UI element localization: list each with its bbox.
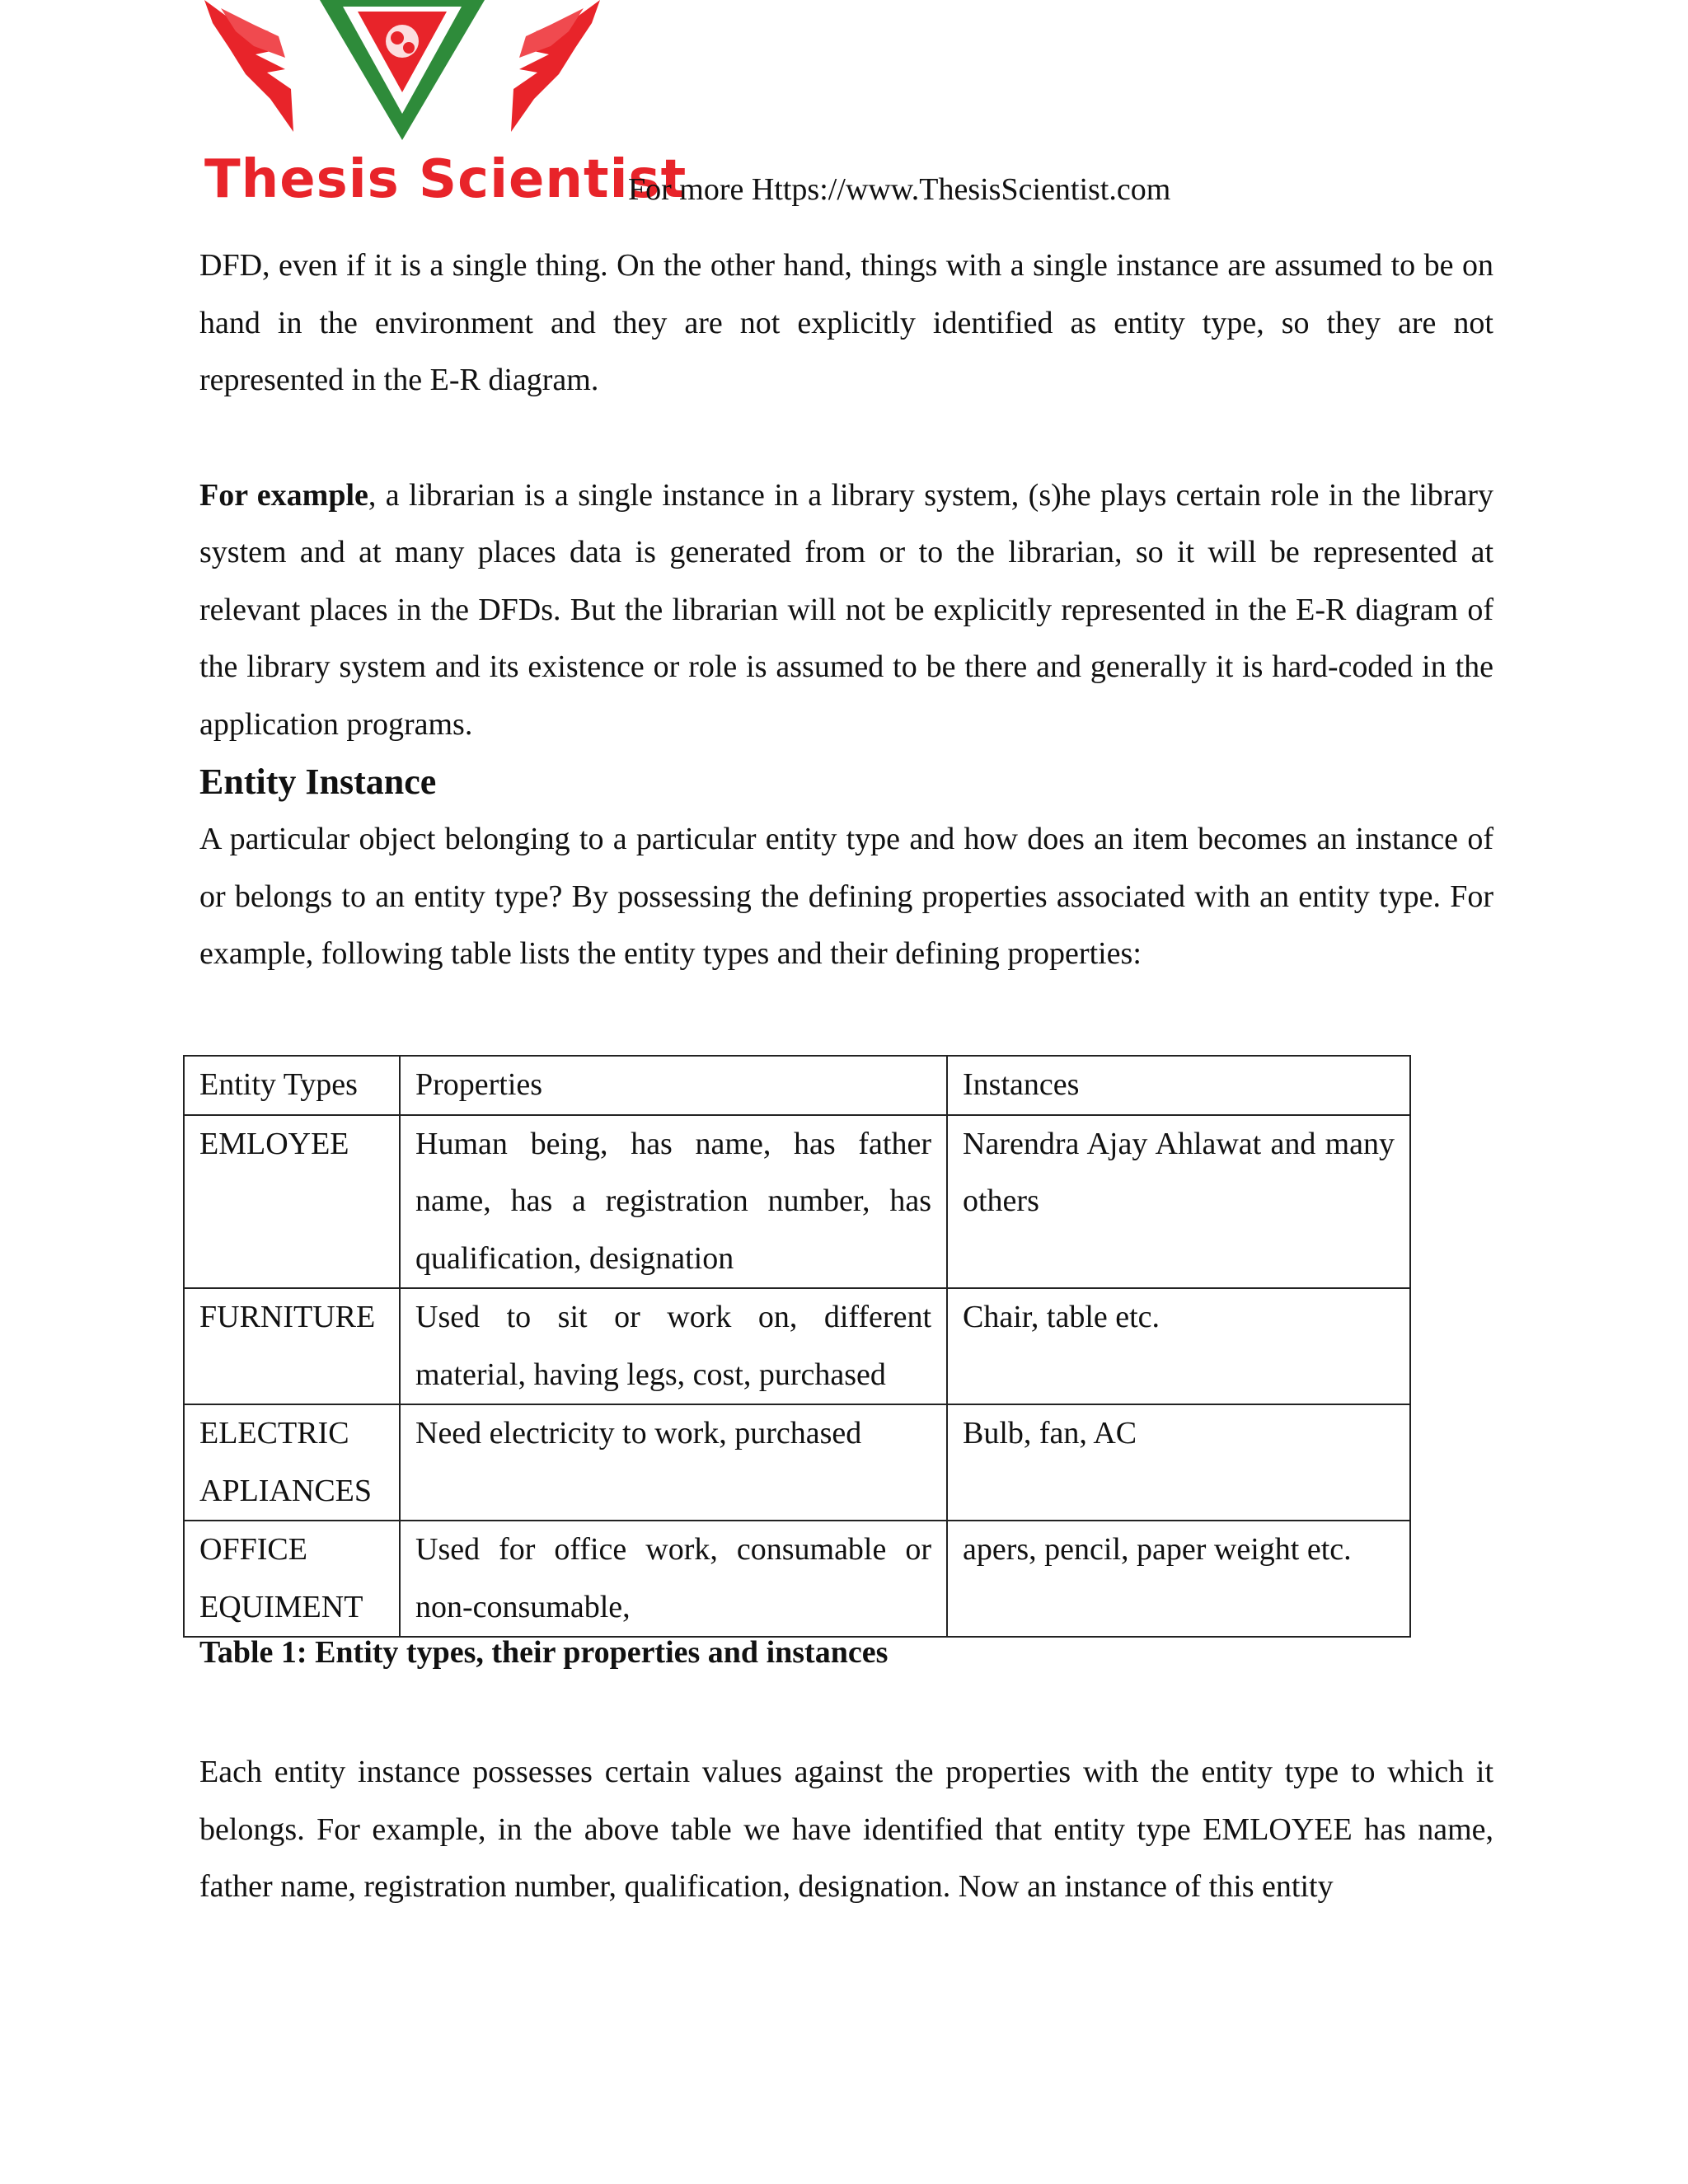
- table-cell: Need electricity to work, purchased: [400, 1404, 947, 1521]
- table-row: [184, 1521, 1410, 1637]
- table-cell: Human being, has name, has father name, has a registration number, has qualification, designation: [400, 1115, 947, 1289]
- thesis-scientist-logo: [196, 0, 687, 214]
- table-cell: ELECTRIC APLIANCES: [184, 1404, 400, 1521]
- main-content: [199, 237, 1493, 983]
- table-row: [184, 1115, 1410, 1289]
- table-cell: Bulb, fan, AC: [947, 1404, 1410, 1521]
- section-heading: Entity Instance: [199, 762, 437, 802]
- entity-table-wrapper: [183, 1055, 1411, 1638]
- bottom-content: [199, 1744, 1493, 1916]
- table-header-cell: Entity Types: [184, 1056, 400, 1115]
- section-intro: A particular object belonging to a particular entity type and how does an item becomes an instance of or belongs to an entity type? By possessing the defining properties associated with an entity type. For example, following table lists the entity types and their defining properties:: [199, 822, 1493, 971]
- table-header-cell: Properties: [400, 1056, 947, 1115]
- logo-wordmark: Thesis Scientist: [204, 149, 687, 210]
- header-website-link[interactable]: For more Https://www.ThesisScientist.com: [628, 172, 1171, 207]
- paragraph-example: [199, 467, 1493, 754]
- example-rest: , a librarian is a single instance in a library system, (s)he plays certain role in the library system and at many places data is generated from or to the librarian, so it will be represented at relevant places in the DFDs. But the librarian will not be explicitly represented in the E-R diagram of the library system and its existence or role is assumed to be there and generally it is hard-coded in the application programs.: [199, 477, 1493, 742]
- table-cell: Used for office work, consumable or non-consumable,: [400, 1521, 947, 1637]
- table-cell: OFFICE EQUIMENT: [184, 1521, 400, 1637]
- table-cell: Narendra Ajay Ahlawat and many others: [947, 1115, 1410, 1289]
- table-cell: Chair, table etc.: [947, 1288, 1410, 1404]
- table-row: [184, 1288, 1410, 1404]
- paragraph-instance-values: Each entity instance possesses certain values against the properties with the entity type to which it belongs. For example, in the above table we have identified that entity type EMLOYEE has name, father name, registration number, qualification, designation. Now an instance of this entity: [199, 1755, 1493, 1904]
- table-caption: Table 1: Entity types, their properties and instances: [199, 1635, 889, 1670]
- table-header-cell: Instances: [947, 1056, 1410, 1115]
- table-row: [184, 1404, 1410, 1521]
- entity-table: [183, 1055, 1411, 1638]
- table-cell: apers, pencil, paper weight etc.: [947, 1521, 1410, 1637]
- example-lead: For example: [199, 477, 368, 513]
- table-header-row: [184, 1056, 1410, 1115]
- table-cell: FURNITURE: [184, 1288, 400, 1404]
- paragraph-dfd: DFD, even if it is a single thing. On the other hand, things with a single instance are assumed to be on hand in the environment and they are not explicitly identified as entity type, so they are not represented in the E-R diagram.: [199, 248, 1493, 397]
- table-cell: Used to sit or work on, different material, having legs, cost, purchased: [400, 1288, 947, 1404]
- table-cell: EMLOYEE: [184, 1115, 400, 1289]
